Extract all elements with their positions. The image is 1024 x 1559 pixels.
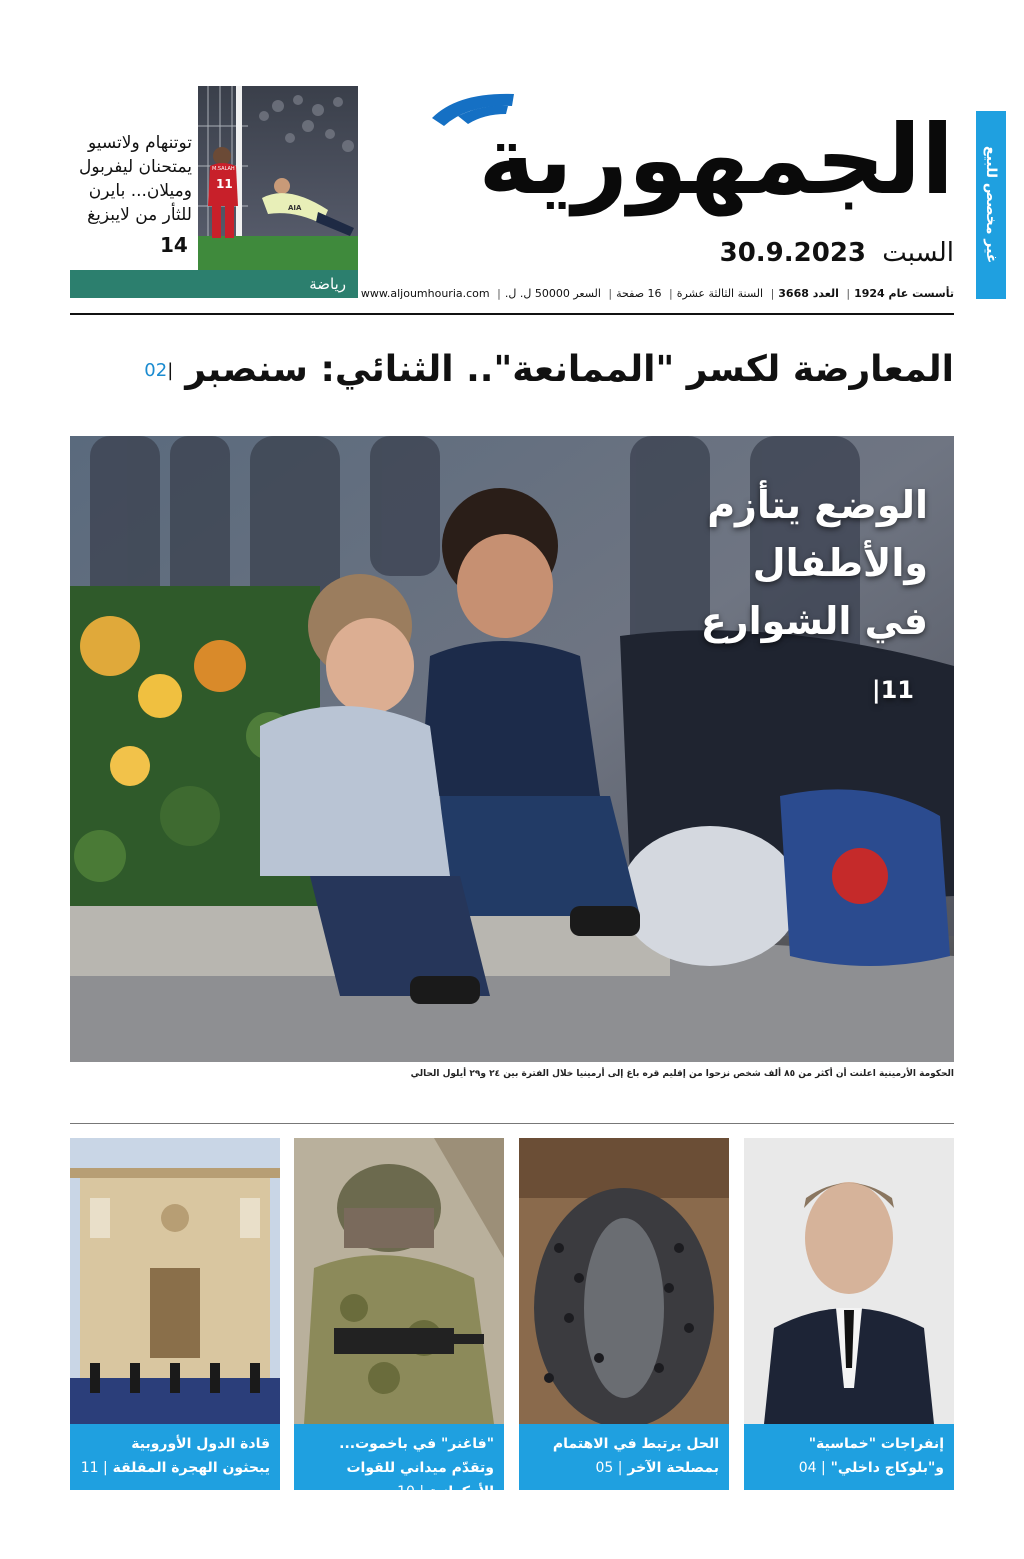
website-link[interactable]: www.aljoumhouria.com	[360, 287, 490, 300]
page-count: 16 صفحة	[616, 287, 662, 300]
story-card-1-caption: إنفراجات "خماسية" و"بلوكاج داخلي" | 04	[744, 1424, 954, 1490]
lead-headline-text: المعارضة لكسر "الممانعة".. الثنائي: سنصبر	[185, 349, 954, 390]
lead-headline-page: |02	[144, 359, 174, 381]
overlay-line-3: في الشوارع	[700, 599, 928, 643]
gk-sponsor: AIA	[288, 204, 302, 212]
story-card-4-photo	[70, 1138, 280, 1424]
issue-price: السعر 50000 ل. ل.	[504, 287, 601, 300]
sport-photo	[198, 86, 358, 270]
main-story-page: |11	[871, 676, 914, 704]
story-card-3-photo	[294, 1138, 504, 1424]
founded-year: تأسست عام 1924	[854, 287, 954, 300]
overlay-line-1: الوضع يتأزم	[707, 483, 928, 527]
jersey-number: 11	[216, 177, 233, 191]
story-card-4-caption: قادة الدول الأوروبية يبحثون الهجرة المقلقة | 11	[70, 1424, 280, 1490]
story-card-2-photo	[519, 1138, 729, 1424]
lead-headline[interactable]	[70, 340, 954, 400]
story-card-3[interactable]	[294, 1138, 504, 1500]
story-card-2[interactable]	[519, 1138, 729, 1490]
jersey-name: M.SALAH	[212, 166, 235, 172]
sport-section-label: رياضة	[70, 270, 358, 298]
not-for-sale-tag	[976, 111, 1006, 299]
overlay-line-2: والأطفال	[752, 541, 928, 585]
story-card-4[interactable]	[70, 1138, 280, 1490]
sport-teaser-text: توتنهام ولاتسيو يمتحنان ليفربول وميلان... بايرن للثأر من لايبزيغ	[78, 133, 192, 225]
masthead-divider	[70, 313, 954, 315]
issue-day: السبت	[882, 238, 954, 268]
issue-meta: تأسست عام 1924| العدد 3668| السنة الثالثة عشرة| 16 صفحة| السعر 50000 ل. ل.| www.aljoumhouria.com	[360, 287, 954, 300]
not-for-sale-label: غير مخصص للبيع	[983, 146, 999, 264]
story-card-3-caption: "فاغنر" في باخموت... وتقدّم ميداني للقوات الأوكرانية | 10	[294, 1424, 504, 1490]
main-photo-caption: الحكومة الأرمينية اعلنت أن أكثر من ٨٥ ألف شخص نزحوا من إقليم قره باغ إلى أرمينيا خلال الفترة بين ٢٤ و٢٩ أيلول الحالي	[410, 1069, 954, 1079]
newspaper-logo[interactable]: الجمهورية	[478, 104, 954, 216]
story-card-2-caption: الحل يرتبط في الاهتمام بمصلحة الآخر | 05	[519, 1424, 729, 1490]
main-story-overlay	[668, 476, 928, 650]
issue-number: العدد 3668	[778, 287, 839, 300]
story-card-1[interactable]	[744, 1138, 954, 1490]
publication-year: السنة الثالثة عشرة	[676, 287, 764, 300]
issue-date	[720, 238, 954, 268]
story-card-1-photo	[744, 1138, 954, 1424]
sport-page-number: 14	[160, 233, 188, 257]
section-divider	[70, 1123, 954, 1124]
issue-date-value: 30.9.2023	[719, 238, 867, 268]
